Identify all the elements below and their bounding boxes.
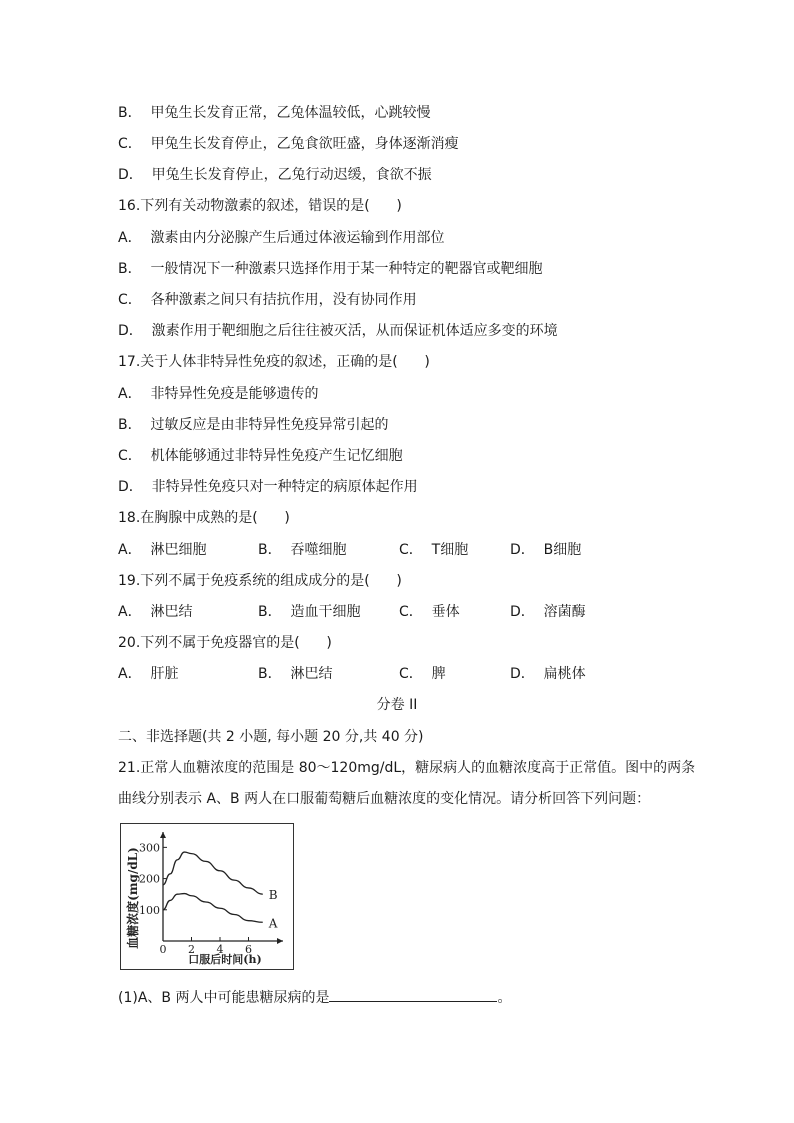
q18-option-c: C． T细胞 [399,542,469,558]
q20-option-a: A． 肝脏 [118,666,179,682]
q19-option-c: C． 垂体 [399,604,460,620]
q19-option-d: D． 溶菌酶 [510,604,586,620]
q17-option-d: D． 非特异性免疫只对一种特定的病原体起作用 [118,479,418,495]
series-label-a: A [268,916,278,931]
x-tick-label: 2 [188,943,195,956]
q19-option-b: B． 造血干细胞 [258,604,361,620]
q16-option-c: C． 各种激素之间只有拮抗作用，没有协同作用 [118,292,417,308]
y-axis-label: 血糖浓度(mg/dL) [126,847,140,949]
q18-option-b: B． 吞噬细胞 [258,542,347,558]
q16-option-b: B． 一般情况下一种激素只选择作用于某一种特定的靶器官或靶细胞 [118,261,543,277]
x-tick-label: 0 [159,943,167,956]
series-label-b: B [268,888,278,903]
q18-option-d: D． B细胞 [510,542,582,558]
y-tick-label: 200 [139,872,160,886]
q21-sub1 [118,987,511,1008]
chart-series [163,852,278,930]
q15-option-d: D． 甲兔生长发育停止，乙兔行动迟缓，食欲不振 [118,167,432,183]
q18-stem: 18.在胸腺中成熟的是( ) [118,510,290,526]
x-tick-label: 6 [245,943,252,956]
y-axis-arrow [160,832,166,838]
q15-option-b: B． 甲兔生长发育正常，乙兔体温较低，心跳较慢 [118,105,431,121]
part2-heading: 二、非选择题(共 2 小题, 每小题 20 分,共 40 分) [118,729,424,745]
q21-sub1-prefix: (1)A、B 两人中可能患糖尿病的是 [118,990,330,1006]
q20-option-d: D． 扁桃体 [510,666,586,682]
q21-stem-line1: 21.正常人血糖浓度的范围是 80～120mg/dL，糖尿病人的血糖浓度高于正常值。图中的两条 [118,760,696,776]
x-axis-arrow [277,938,283,944]
series-line-a [163,894,263,923]
y-tick-label: 300 [139,841,160,855]
glucose-chart [121,824,292,968]
q21-stem-line2: 曲线分别表示 A、B 两人在口服葡萄糖后血糖浓度的变化情况。请分析回答下列问题： [118,791,651,807]
x-tick-label: 4 [216,943,224,956]
chart-ticks [139,841,252,956]
chart-axes [160,832,283,944]
glucose-chart-figure [120,823,294,970]
q21-sub1-suffix: 。 [497,990,512,1006]
y-tick-label: 100 [139,903,160,917]
q17-option-b: B． 过敏反应是由非特异性免疫异常引起的 [118,417,389,433]
q19-option-a: A． 淋巴结 [118,604,193,620]
q20-stem: 20.下列不属于免疫器官的是( ) [118,635,332,651]
q17-option-c: C． 机体能够通过非特异性免疫产生记忆细胞 [118,448,403,464]
q16-stem: 16.下列有关动物激素的叙述，错误的是( ) [118,198,402,214]
q16-option-a: A． 激素由内分泌腺产生后通过体液运输到作用部位 [118,230,445,246]
q18-option-a: A． 淋巴细胞 [118,542,207,558]
section-title: 分卷 II [376,697,418,713]
q15-option-c: C． 甲兔生长发育停止，乙兔食欲旺盛，身体逐渐消瘦 [118,136,459,152]
q20-option-c: C． 脾 [399,666,446,682]
x-axis-label: 口服后时间(h) [188,953,262,966]
series-line-b [163,852,263,894]
q20-option-b: B． 淋巴结 [258,666,333,682]
q17-stem: 17.关于人体非特异性免疫的叙述，正确的是( ) [118,354,430,370]
answer-blank[interactable] [329,987,497,1002]
q17-option-a: A． 非特异性免疫是能够遗传的 [118,386,319,402]
q16-option-d: D． 激素作用于靶细胞之后往往被灭活，从而保证机体适应多变的环境 [118,323,558,339]
q19-stem: 19.下列不属于免疫系统的组成成分的是( ) [118,573,402,589]
